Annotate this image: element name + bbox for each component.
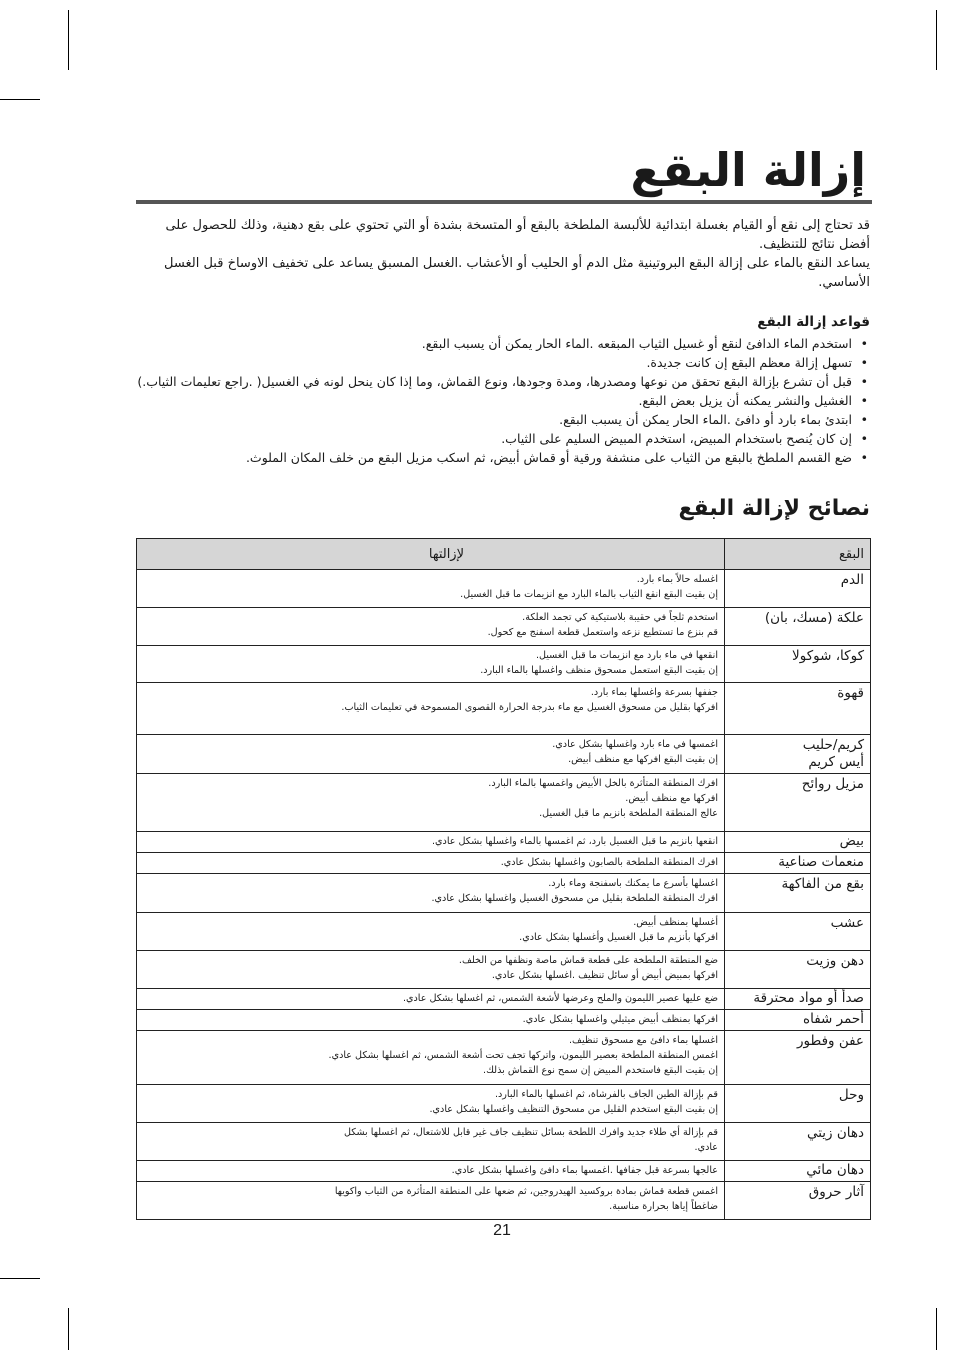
bullet-icon: • bbox=[860, 412, 868, 427]
stain-table bbox=[136, 538, 871, 1220]
stain-name: الدم bbox=[840, 572, 864, 588]
list-item bbox=[136, 410, 870, 429]
removal-cell bbox=[137, 1085, 725, 1123]
table-row bbox=[137, 735, 871, 774]
stain-cell bbox=[725, 913, 871, 951]
removal-cell bbox=[137, 1031, 725, 1085]
page-title: إزالة البقع bbox=[630, 143, 866, 197]
rule-text: ابتدئ بماء بارد أو دافئ .الماء الحار يمكن أن يسبب البقع. bbox=[559, 412, 852, 427]
stain-cell bbox=[725, 608, 871, 646]
list-item bbox=[136, 391, 870, 410]
list-item bbox=[136, 334, 870, 353]
bullet-icon: • bbox=[860, 393, 868, 408]
removal-line: عالجها بسرعة قبل جفافها .اغمسها بماء دافئ واغسلها بشكل عادي. bbox=[451, 1165, 718, 1176]
removal-line: إن بقيت البقع استخدم القليل من مسحوق التنظيف واغسلها بشكل عادي. bbox=[429, 1104, 718, 1115]
table-row bbox=[137, 951, 871, 989]
removal-line: افركها بأنزيم ما قبل الغسيل وأغسلها بشكل عادي. bbox=[519, 932, 718, 943]
removal-line: اغسلها بأسرع ما يمكنك باسفنجة وماء بارد. bbox=[548, 878, 718, 889]
crop-mark bbox=[68, 10, 69, 70]
removal-line: افرك المنطقة الملطخة بقليل من مسحوق الغسيل واغسلها بشكل عادي. bbox=[431, 893, 718, 904]
list-item bbox=[136, 429, 870, 448]
stain-cell bbox=[725, 1123, 871, 1161]
stain-cell bbox=[725, 1010, 871, 1031]
removal-line: ضع عليها عصير الليمون والملح وعرضها لأشعة الشمس، ثم اغسلها بشكل عادي. bbox=[402, 993, 718, 1004]
stain-name: عشب bbox=[830, 915, 864, 931]
table-row bbox=[137, 683, 871, 735]
table-row bbox=[137, 1182, 871, 1220]
stain-name: وحل bbox=[838, 1087, 864, 1103]
removal-cell bbox=[137, 832, 725, 853]
crop-mark bbox=[936, 1308, 937, 1350]
removal-line: عادي. bbox=[694, 1142, 718, 1153]
bullet-icon: • bbox=[860, 374, 868, 389]
stain-cell bbox=[725, 646, 871, 683]
removal-line: اغسله حالاً بماء بارد. bbox=[636, 574, 718, 585]
removal-line: افركها بمبيض أبيض أو سائل تنظيف .اغسلها بشكل عادي. bbox=[491, 970, 718, 981]
stain-name: بيض bbox=[839, 833, 864, 849]
intro-paragraph: يساعد النقع بالماء على إزالة البقع البروتينية مثل الدم أو الحليب أو الأعشاب .الغسل المسبق يساعد على تخفيف الاوساخ قبل الغسل الأساسي. bbox=[164, 256, 870, 290]
removal-cell bbox=[137, 774, 725, 832]
removal-line: افركها بمنظف أبيض ميثيلي واغسلها بشكل عادي. bbox=[522, 1014, 718, 1025]
removal-cell bbox=[137, 1161, 725, 1182]
stain-name: عفن وفطور bbox=[797, 1033, 864, 1049]
removal-line: استخدم ثلجاً في حقيبة بلاستيكية كي تجمد العلكة. bbox=[522, 612, 718, 623]
removal-line: ضاغطاً إياها بحرارة مناسبة. bbox=[609, 1201, 718, 1212]
removal-cell bbox=[137, 951, 725, 989]
removal-cell bbox=[137, 570, 725, 608]
table-row bbox=[137, 874, 871, 913]
rule-text: ضع القسم الملطخ بالبقع من الثياب على منشفة ورقية أو قماش أبيض، ثم اسكب مزيل البقع من خلف المكان الملوث. bbox=[245, 450, 852, 465]
removal-line: افرك المنطقة المتأثرة بالخل الأبيض واغمسها بالماء البارد. bbox=[488, 778, 718, 789]
table-row bbox=[137, 1161, 871, 1182]
removal-line: اغمس المنطقة الملطخة بعصير الليمون، واتركها تجف تحت أشعة الشمس، ثم اغسلها بشكل عادي. bbox=[328, 1050, 718, 1061]
stain-name: آثار حروق bbox=[808, 1184, 864, 1200]
rule-text: إن كان يُنصح باستخدام المبيض، استخدم المبيض السليم على الثياب. bbox=[501, 431, 852, 446]
removal-line: أغسلها بمنظف أبيض. bbox=[633, 917, 718, 928]
bullet-icon: • bbox=[860, 336, 868, 351]
removal-cell bbox=[137, 646, 725, 683]
stain-cell bbox=[725, 989, 871, 1010]
stain-cell bbox=[725, 832, 871, 853]
stain-name: قهوة bbox=[837, 685, 864, 701]
stain-cell bbox=[725, 683, 871, 735]
removal-line: اغمسها في ماء بارد واغسلها بشكل عادي. bbox=[552, 739, 718, 750]
stain-cell bbox=[725, 874, 871, 913]
removal-line: قم بنزع ما تستطيع نزعه واستعمل قطعة اسفنج مع كحول. bbox=[487, 627, 718, 638]
bullet-icon: • bbox=[860, 450, 868, 465]
rule-text: الغشيل والنشر يمكنه أن يزيل بعض البقع. bbox=[638, 393, 852, 408]
removal-line: اغسلها بماء دافئ مع مسحوق تنظيف. bbox=[568, 1035, 718, 1046]
page-number: 21 bbox=[493, 1222, 511, 1239]
table-row bbox=[137, 646, 871, 683]
rule-text: تسهل إزالة معظم البقع إن كانت جديدة. bbox=[646, 355, 852, 370]
stain-name: دهن وزيت bbox=[806, 953, 864, 969]
stain-name: أحمر شفاه bbox=[803, 1011, 864, 1027]
crop-mark bbox=[936, 10, 937, 70]
intro-text bbox=[136, 216, 870, 292]
removal-line: ضع المنطقة الملطخة على قطعة قماش ماصة ونظفها من الخلف. bbox=[458, 955, 718, 966]
table-row bbox=[137, 1010, 871, 1031]
stain-cell bbox=[725, 1161, 871, 1182]
list-item bbox=[136, 353, 870, 372]
removal-cell bbox=[137, 913, 725, 951]
stain-cell bbox=[725, 1085, 871, 1123]
list-item bbox=[136, 448, 870, 467]
removal-cell bbox=[137, 1182, 725, 1220]
stain-name: بقع من الفاكهة bbox=[781, 876, 864, 892]
table-header-row bbox=[137, 539, 871, 570]
rules-list bbox=[136, 334, 870, 467]
intro-paragraph: قد تحتاج إلى نقع أو القيام بغسلة ابتدائية للألبسة الملطخة بالبقع أو المتسخة بشدة أو التي تحتوي على بقع دهنية، وذلك للحصول على أفضل نتائج للتنظيف. bbox=[165, 218, 870, 252]
bullet-icon: • bbox=[860, 355, 868, 370]
removal-cell bbox=[137, 608, 725, 646]
removal-line: قم بإزالة أي طلاء جديد وافرك اللطخة بسائل تنظيف جاف غير قابل للاشتعال، ثم اغسلها بشكل bbox=[343, 1127, 718, 1138]
removal-line: افرك المنطقة الملطخة بالصابون واغسلها بشكل عادي. bbox=[500, 857, 718, 868]
removal-cell bbox=[137, 1123, 725, 1161]
stain-name: أيس كريم bbox=[808, 754, 864, 770]
header-stain: البقع bbox=[725, 539, 871, 570]
table-row bbox=[137, 1031, 871, 1085]
table-row bbox=[137, 774, 871, 832]
stain-name: كوكا، شوكولا bbox=[792, 648, 864, 664]
stain-cell bbox=[725, 951, 871, 989]
stain-cell bbox=[725, 774, 871, 832]
stain-name: دهان زيتي bbox=[806, 1125, 864, 1141]
removal-line: إن بقيت البقع انقع الثياب بالماء البارد مع انزيمات ما قبل الغسيل. bbox=[460, 589, 718, 600]
stain-cell bbox=[725, 735, 871, 774]
table-row bbox=[137, 853, 871, 874]
rules-heading: قواعد إزالة البقع bbox=[757, 314, 870, 330]
removal-line: قم بإزالة الطين الجاف بالفرشاة، ثم اغسلها بالماء البارد. bbox=[494, 1089, 718, 1100]
stain-cell bbox=[725, 1031, 871, 1085]
crop-mark bbox=[0, 99, 40, 100]
crop-mark bbox=[0, 1278, 40, 1279]
removal-line: افركها بقليل من مسحوق الغسيل مع ماء بدرجة الحرارة القصوى المسموحة في تعليمات الثياب. bbox=[341, 702, 718, 713]
removal-line: عالج المنطقة الملطخة بانزيم ما قبل الغسيل. bbox=[539, 808, 718, 819]
list-item bbox=[136, 372, 870, 391]
table-row bbox=[137, 1123, 871, 1161]
table-row bbox=[137, 913, 871, 951]
stain-name: دهان مائي bbox=[806, 1162, 864, 1178]
removal-cell bbox=[137, 735, 725, 774]
removal-cell bbox=[137, 683, 725, 735]
stain-cell bbox=[725, 1182, 871, 1220]
removal-line: انقعها بانزيم ما قبل الغسيل بارد، ثم اغمسها بالماء واغسلها بشكل عادي. bbox=[431, 836, 718, 847]
removal-line: اغمس قطعة قماش بمادة بروكسيد الهيدروجين، ثم ضعها على المنطقة المتأثرة من الثياب واكويها bbox=[334, 1186, 718, 1197]
stain-name: مزيل روائح bbox=[801, 776, 864, 792]
stain-name: كريم/حليب bbox=[802, 737, 864, 753]
removal-line: افركها مع منظف أبيض. bbox=[625, 793, 718, 804]
removal-line: جففها بسرعة واغسلها بماء بارد. bbox=[590, 687, 718, 698]
stain-name: صدأ أو مواد محترقة bbox=[753, 990, 864, 1006]
stain-cell bbox=[725, 570, 871, 608]
table-row bbox=[137, 989, 871, 1010]
crop-mark bbox=[68, 1308, 69, 1350]
table-row bbox=[137, 832, 871, 853]
removal-line: إن بقيت البقع فاستخدم المبيض إن سمح نوع القماش بذلك. bbox=[483, 1065, 718, 1076]
stain-cell bbox=[725, 853, 871, 874]
rule-text: قبل أن تشرع بإزالة البقع تحقق من نوعها ومصدرها، ومدة وجودها، ونوع القماش، وما إذا كان ينحل لونه في الغسيل( .راجع تعليمات الثياب.) bbox=[137, 374, 852, 389]
tips-heading: نصائح لإزالة البقع bbox=[678, 496, 870, 521]
rule-text: استخدم الماء الدافئ لنقع أو غسيل الثياب المبقعه .الماء الحار يمكن أن يسبب البقع. bbox=[421, 336, 852, 351]
removal-cell bbox=[137, 989, 725, 1010]
removal-line: انقعها في ماء بارد مع انزيمات ما قبل الغسيل. bbox=[535, 650, 718, 661]
stain-name: علكة (مسك، بان) bbox=[764, 610, 864, 626]
stain-name: منعمات صناعية bbox=[778, 854, 864, 870]
table-row bbox=[137, 570, 871, 608]
table-row bbox=[137, 608, 871, 646]
table-row bbox=[137, 1085, 871, 1123]
removal-line: إن بقيت البقع افركها مع منظف أبيض. bbox=[568, 754, 718, 765]
removal-cell bbox=[137, 874, 725, 913]
title-divider bbox=[136, 200, 872, 204]
removal-cell bbox=[137, 853, 725, 874]
removal-cell bbox=[137, 1010, 725, 1031]
bullet-icon: • bbox=[860, 431, 868, 446]
header-removal: لإزالتها bbox=[137, 539, 725, 570]
removal-line: إن بقيت البقع استعمل مسحوق منظف واغسلها بالماء البارد. bbox=[480, 665, 718, 676]
